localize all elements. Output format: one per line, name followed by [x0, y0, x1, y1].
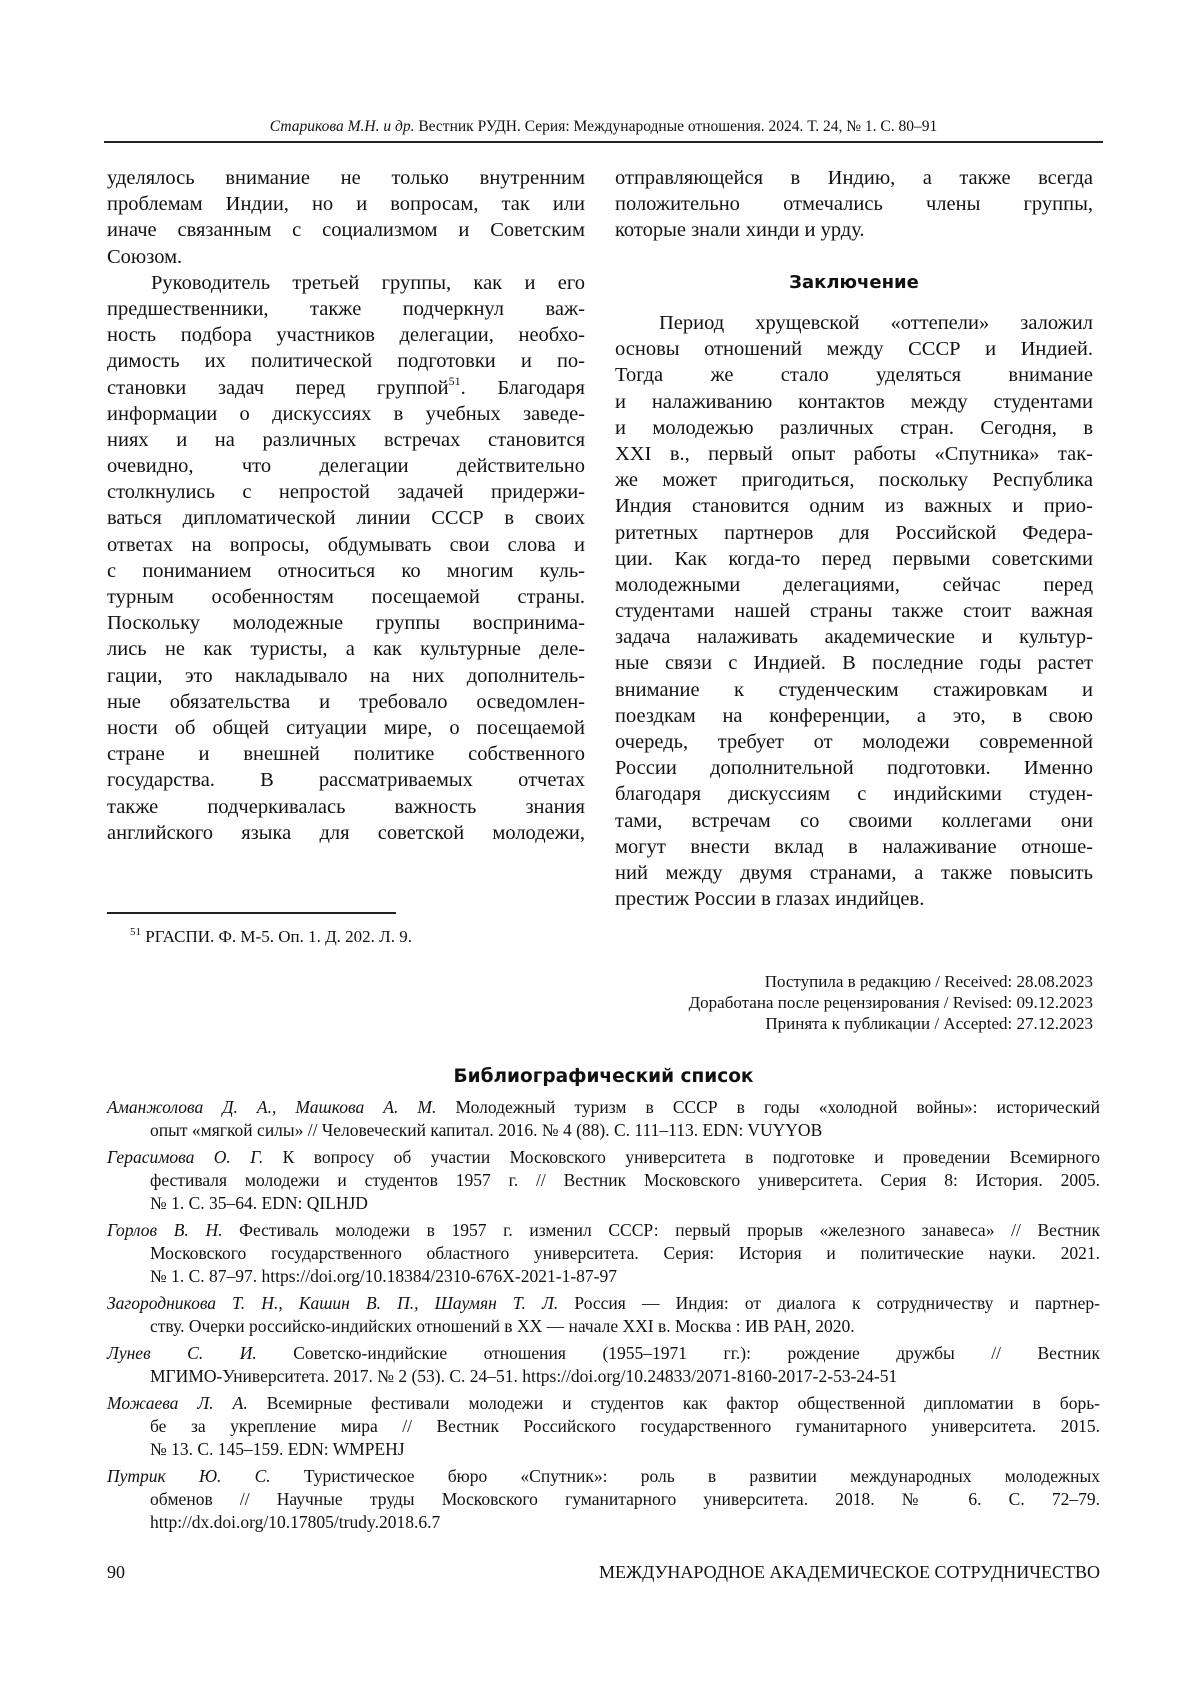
entry-line [107, 1315, 1100, 1338]
text-line: иначе связанным с социализмом и Советским [107, 217, 585, 243]
entry-line [107, 1511, 1100, 1534]
text-line: которые знали хинди и урду. [615, 217, 1093, 243]
entry-author: Герасимова О. Г. [107, 1147, 263, 1167]
paragraph [107, 165, 585, 270]
paragraph [107, 270, 585, 846]
text-line: ные обязательства и требовало осведомлен- [107, 689, 585, 715]
entry-text: Россия — Индия: от диалога к сотрудничеству и партнер- [558, 1293, 1100, 1313]
text-line: ответах на вопросы, обдумывать свои слова и [107, 532, 585, 558]
text-line: внимание к студенческим стажировкам и [615, 677, 1093, 703]
left-column [107, 165, 585, 846]
bibliography-entry [107, 1465, 1100, 1534]
bibliography-entry [107, 1392, 1100, 1461]
text-line: английского языка для советской молодежи, [107, 820, 585, 846]
bibliography-entry [107, 1146, 1100, 1215]
bibliography-heading: Библиографический список [107, 1064, 1100, 1090]
text-line: ности об общей ситуации мире, о посещаемой [107, 715, 585, 741]
text-line: предшественники, также подчеркнул важ- [107, 296, 585, 322]
header-rule [104, 141, 1103, 143]
text-line: отправляющейся в Индию, а также всегда [615, 165, 1093, 191]
text-line: уделялось внимание не только внутренним [107, 165, 585, 191]
page-number: 90 [107, 1560, 125, 1584]
date-received: Поступила в редакцию / Received: 28.08.2023 [560, 971, 1093, 992]
text-line: Тогда же стало уделяться внимание [615, 362, 1093, 388]
text-line: лись не как туристы, а как культурные деле- [107, 636, 585, 662]
entry-line [107, 1438, 1100, 1461]
bibliography-entry [107, 1342, 1100, 1388]
text-line: Период хрущевской «оттепели» заложил [615, 310, 1093, 336]
entry-author: Можаева Л. А. [107, 1393, 248, 1413]
text-line: ваться дипломатической линии СССР в своих [107, 505, 585, 531]
entry-text: Всемирные фестивали молодежи и студентов как фактор общественной дипломатии в борь- [248, 1393, 1100, 1413]
footnote-text: РГАСПИ. Ф. М-5. Оп. 1. Д. 202. Л. 9. [141, 927, 412, 946]
text-line: очевидно, что делегации действительно [107, 453, 585, 479]
text-line: основы отношений между СССР и Индией. [615, 336, 1093, 362]
bibliography-entry [107, 1292, 1100, 1338]
bibliography-entry [107, 1096, 1100, 1142]
text-line: могут внести вклад в налаживание отноше- [615, 834, 1093, 860]
text-line: поездкам на конференции, а это, в свою [615, 703, 1093, 729]
entry-line [107, 1192, 1100, 1215]
entry-author: Аманжолова Д. А., Машкова А. М. [107, 1097, 436, 1117]
text-line: ний между двумя странами, а также повысить [615, 860, 1093, 886]
entry-text: Советско-индийские отношения (1955–1971 гг.): рождение дружбы // Вестник [257, 1343, 1100, 1363]
footnote [130, 926, 412, 948]
entry-line [107, 1146, 1100, 1169]
text-line: ции. Как когда-то перед первыми советскими [615, 546, 1093, 572]
conclusion-body [615, 310, 1093, 912]
entry-text: Молодежный туризм в СССР в годы «холодной войны»: исторический [436, 1097, 1100, 1117]
text-line: с пониманием относиться ко многим куль- [107, 558, 585, 584]
text-segment: становки задач перед группой [107, 377, 449, 399]
text-line: задача налаживать академические и культур- [615, 624, 1093, 650]
entry-line [107, 1096, 1100, 1119]
entry-author: Лунев С. И. [107, 1343, 257, 1363]
text-line [107, 375, 585, 401]
text-line: Поскольку молодежные группы воспринима- [107, 610, 585, 636]
text-line: ные связи с Индией. В последние годы растет [615, 650, 1093, 676]
entry-text: Туристическое бюро «Спутник»: роль в развитии международных молодежных [271, 1466, 1100, 1486]
entry-text: Фестиваль молодежи в 1957 г. изменил СССР: первый прорыв «железного занавеса» // Вестник [222, 1220, 1100, 1240]
entry-line [107, 1169, 1100, 1192]
entry-author: Горлов В. Н. [107, 1220, 222, 1240]
text-line: Индия становится одним из важных и прио- [615, 493, 1093, 519]
entry-author: Путрик Ю. С. [107, 1466, 271, 1486]
text-line: ниях и на различных встречах становится [107, 427, 585, 453]
entry-line [107, 1119, 1100, 1142]
entry-line [107, 1392, 1100, 1415]
text-line: Союзом. [107, 244, 585, 270]
footer-section-title: МЕЖДУНАРОДНОЕ АКАДЕМИЧЕСКОЕ СОТРУДНИЧЕСТВО [599, 1560, 1100, 1584]
text-line: димость их политической подготовки и по- [107, 348, 585, 374]
entry-text: № 1. С. 87–97. https://doi.org/10.18384/2310-676X-2021-1-87-97 [150, 1266, 617, 1286]
entry-line [107, 1365, 1100, 1388]
entry-author: Загородникова Т. Н., Кашин В. П., Шаумян Т. Л. [107, 1293, 558, 1313]
text-line: положительно отмечались члены группы, [615, 191, 1093, 217]
footnote-rule [107, 912, 396, 914]
header-authors: Старикова М.Н. и др. [270, 118, 415, 135]
entry-text: ству. Очерки российско-индийских отношений в XX — начале XXI в. Москва : ИВ РАН, 2020. [150, 1316, 855, 1336]
bibliography-list [107, 1096, 1100, 1538]
running-header [104, 116, 1103, 138]
entry-text: обменов // Научные труды Московского гуманитарного университета. 2018. № 6. С. 72–79. [150, 1489, 1100, 1509]
text-line: и молодежью различных стран. Сегодня, в [615, 415, 1093, 441]
entry-line [107, 1265, 1100, 1288]
footnote-ref: 51 [449, 374, 461, 388]
text-line: также подчеркивалась важность знания [107, 794, 585, 820]
footnote-number: 51 [130, 926, 141, 938]
entry-line [107, 1488, 1100, 1511]
text-line: турным особенностям посещаемой страны. [107, 584, 585, 610]
entry-text: № 1. С. 35–64. EDN: QILHJD [150, 1193, 368, 1213]
right-column-top [615, 165, 1093, 244]
entry-line [107, 1465, 1100, 1488]
text-line: тами, встречам со своими коллегами они [615, 808, 1093, 834]
entry-text: бе за укрепление мира // Вестник Российского государственного гуманитарного университета. 2015. [150, 1416, 1100, 1436]
text-line: стране и внешней политике собственного [107, 741, 585, 767]
entry-text: № 13. С. 145–159. EDN: WMPEHJ [150, 1439, 405, 1459]
text-line: же может пригодиться, поскольку Республика [615, 467, 1093, 493]
conclusion-heading: Заключение [615, 270, 1093, 296]
entry-line [107, 1219, 1100, 1242]
entry-text: Московского государственного областного университета. Серия: История и политические науки. 2021. [150, 1243, 1100, 1263]
text-line: гации, это накладывало на них дополнитель- [107, 663, 585, 689]
text-line: Руководитель третьей группы, как и его [107, 270, 585, 296]
text-line: очередь, требует от молодежи современной [615, 729, 1093, 755]
date-revised: Доработана после рецензирования / Revised: 09.12.2023 [560, 992, 1093, 1013]
text-line: России дополнительной подготовки. Именно [615, 755, 1093, 781]
text-segment: . Благодаря [461, 377, 585, 399]
entry-line [107, 1292, 1100, 1315]
entry-line [107, 1242, 1100, 1265]
entry-text: опыт «мягкой силы» // Человеческий капитал. 2016. № 4 (88). С. 111–113. EDN: VUYYOB [150, 1120, 822, 1140]
header-journal: Вестник РУДН. Серия: Международные отношения. 2024. Т. 24, № 1. С. 80–91 [414, 118, 937, 135]
entry-text: http://dx.doi.org/10.17805/trudy.2018.6.7 [150, 1512, 440, 1532]
entry-line [107, 1415, 1100, 1438]
text-line: благодаря дискуссиям с индийскими студен- [615, 781, 1093, 807]
bibliography-entry [107, 1219, 1100, 1288]
text-line: проблемам Индии, но и вопросам, так или [107, 191, 585, 217]
text-line: информации о дискуссиях в учебных заведе- [107, 401, 585, 427]
text-line: столкнулись с непростой задачей придержи- [107, 479, 585, 505]
paragraph [615, 165, 1093, 244]
entry-text: МГИМО-Университета. 2017. № 2 (53). С. 24–51. https://doi.org/10.24833/2071-8160-2017-2-53-24-51 [150, 1366, 897, 1386]
text-line: ритетных партнеров для Российской Федера- [615, 520, 1093, 546]
date-accepted: Принята к публикации / Accepted: 27.12.2023 [560, 1013, 1093, 1034]
text-line: престиж России в глазах индийцев. [615, 886, 1093, 912]
entry-text: К вопросу об участии Московского университета в подготовке и проведении Всемирного [263, 1147, 1100, 1167]
text-line: молодежными делегациями, сейчас перед [615, 572, 1093, 598]
text-line: ность подбора участников делегации, необхо- [107, 322, 585, 348]
entry-text: фестиваля молодежи и студентов 1957 г. // Вестник Московского университета. Серия 8: История. 2005. [150, 1170, 1100, 1190]
text-line: и налаживанию контактов между студентами [615, 389, 1093, 415]
entry-line [107, 1342, 1100, 1365]
submission-dates [560, 971, 1093, 1034]
text-line: государства. В рассматриваемых отчетах [107, 767, 585, 793]
paragraph [615, 310, 1093, 912]
text-line: XXI в., первый опыт работы «Спутника» так- [615, 441, 1093, 467]
text-line: студентами нашей страны также стоит важная [615, 598, 1093, 624]
